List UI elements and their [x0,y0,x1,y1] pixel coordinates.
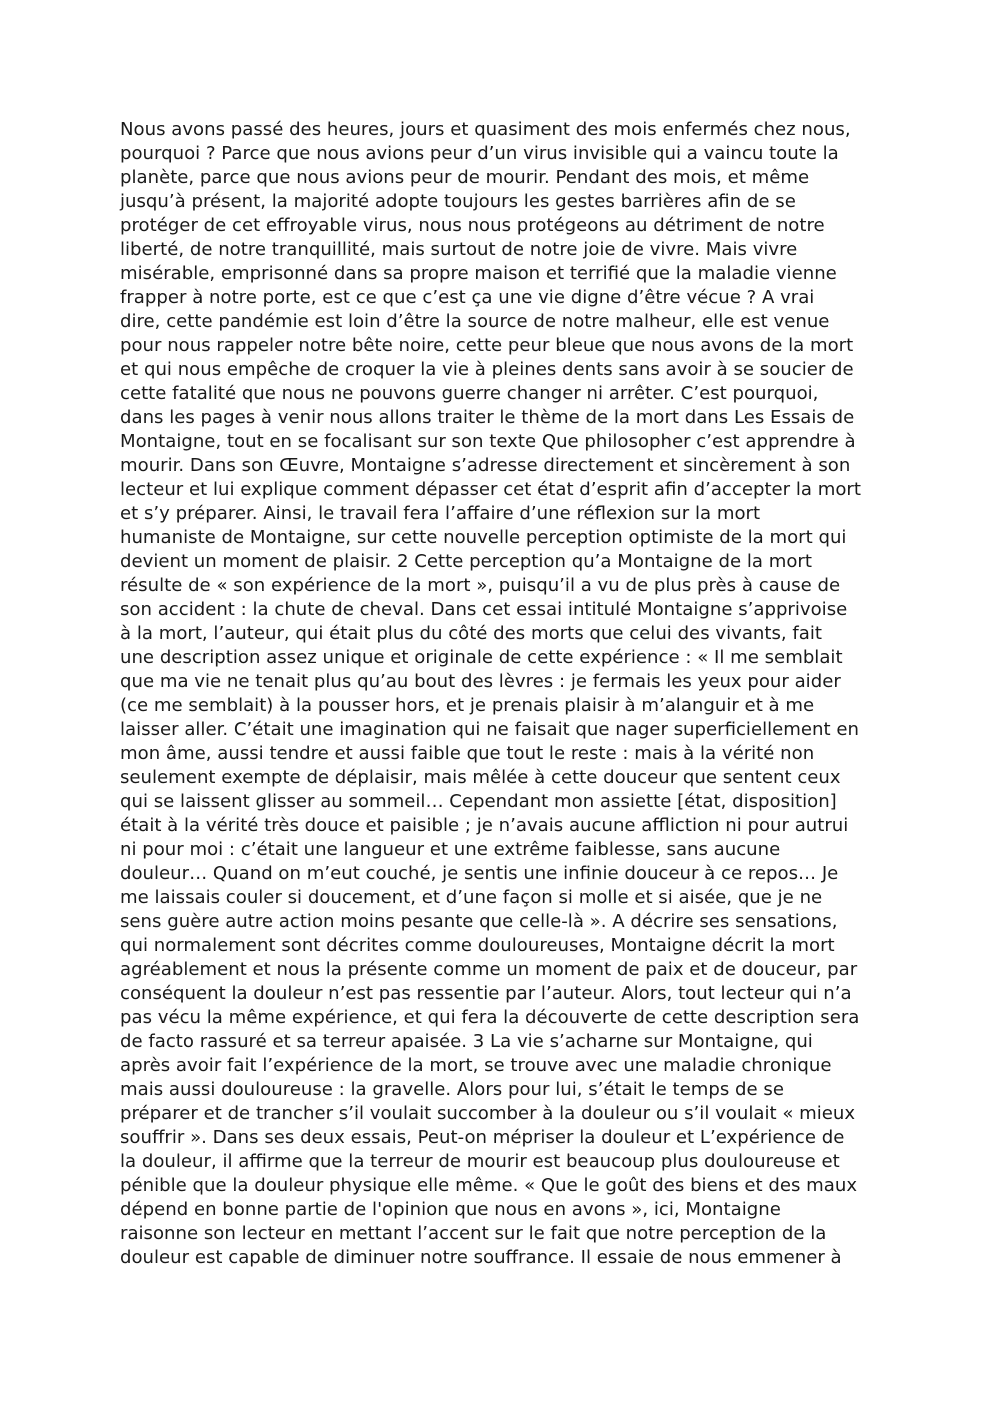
text-line: qui se laissent glisser au sommeil… Cependant mon assiette [état, disposition] [120,791,837,812]
text-line: son accident : la chute de cheval. Dans cet essai intitulé Montaigne s’apprivoise [120,599,848,620]
text-line: Montaigne, tout en se focalisant sur son texte Que philosopher c’est apprendre à [120,431,856,452]
text-line: sens guère autre action moins pesante que celle-là ». A décrire ses sensations, [120,911,838,932]
text-line: après avoir fait l’expérience de la mort, se trouve avec une maladie chronique [120,1055,832,1076]
text-line: douleur… Quand on m’eut couché, je sentis une infinie douceur à ce repos… Je [120,863,839,884]
text-line: résulte de « son expérience de la mort », puisqu’il a vu de plus près à cause de [120,575,841,596]
text-line: protéger de cet effroyable virus, nous nous protégeons au détriment de notre [120,215,825,236]
text-line: laisser aller. C’était une imagination qui ne faisait que nager superficiellement en [120,719,859,740]
text-line: pour nous rappeler notre bête noire, cette peur bleue que nous avons de la mort [120,335,854,356]
text-line: ni pour moi : c’était une langueur et une extrême faiblesse, sans aucune [120,839,781,860]
text-line: douleur est capable de diminuer notre souffrance. Il essaie de nous emmener à [120,1247,842,1268]
text-line: jusqu’à présent, la majorité adopte toujours les gestes barrières afin de se [120,191,796,212]
text-line: Nous avons passé des heures, jours et quasiment des mois enfermés chez nous, [120,119,851,140]
text-line: raisonne son lecteur en mettant l’accent sur le fait que notre perception de la [120,1223,827,1244]
text-line: souffrir ». Dans ses deux essais, Peut-on mépriser la douleur et L’expérience de [120,1127,845,1148]
text-line: pourquoi ? Parce que nous avions peur d’un virus invisible qui a vaincu toute la [120,143,839,164]
text-line: me laissais couler si doucement, et d’une façon si molle et si aisée, que je ne [120,887,823,908]
text-line: cette fatalité que nous ne pouvons guerre changer ni arrêter. C’est pourquoi, [120,383,819,404]
text-line: frapper à notre porte, est ce que c’est ça une vie digne d’être vécue ? A vrai [120,287,815,308]
text-line: que ma vie ne tenait plus qu’au bout des lèvres : je fermais les yeux pour aider [120,671,841,692]
text-line: mourir. Dans son Œuvre, Montaigne s’adresse directement et sincèrement à son [120,455,851,476]
text-line: préparer et de trancher s’il voulait succomber à la douleur ou s’il voulait « mieux [120,1103,856,1124]
text-line: de facto rassuré et sa terreur apaisée. 3 La vie s’acharne sur Montaigne, qui [120,1031,813,1052]
text-line: une description assez unique et originale de cette expérience : « Il me semblait [120,647,843,668]
text-line: et qui nous empêche de croquer la vie à pleines dents sans avoir à se soucier de [120,359,854,380]
text-line: misérable, emprisonné dans sa propre maison et terrifié que la maladie vienne [120,263,837,284]
text-line: et s’y préparer. Ainsi, le travail fera l’affaire d’une réflexion sur la mort [120,503,761,524]
text-line: (ce me semblait) à la pousser hors, et je prenais plaisir à m’alanguir et à me [120,695,815,716]
text-line: dire, cette pandémie est loin d’être la source de notre malheur, elle est venue [120,311,830,332]
text-line: dans les pages à venir nous allons traiter le thème de la mort dans Les Essais de [120,407,855,428]
text-line: la douleur, il affirme que la terreur de mourir est beaucoup plus douloureuse et [120,1151,840,1172]
text-line: dépend en bonne partie de l'opinion que nous en avons », ici, Montaigne [120,1199,781,1220]
text-line: conséquent la douleur n’est pas ressentie par l’auteur. Alors, tout lecteur qui n’a [120,983,852,1004]
text-line: devient un moment de plaisir. 2 Cette perception qu’a Montaigne de la mort [120,551,812,572]
text-line: pas vécu la même expérience, et qui fera la découverte de cette description sera [120,1007,860,1028]
text-line: était à la vérité très douce et paisible ; je n’avais aucune affliction ni pour autrui [120,815,849,836]
text-line: pénible que la douleur physique elle même. « Que le goût des biens et des maux [120,1175,858,1196]
text-line: à la mort, l’auteur, qui était plus du côté des morts que celui des vivants, fait [120,623,822,644]
text-line: lecteur et lui explique comment dépasser cet état d’esprit afin d’accepter la mort [120,479,861,500]
text-line: humaniste de Montaigne, sur cette nouvelle perception optimiste de la mort qui [120,527,847,548]
text-line: mon âme, aussi tendre et aussi faible que tout le reste : mais à la vérité non [120,743,815,764]
text-line: planète, parce que nous avions peur de mourir. Pendant des mois, et même [120,167,810,188]
text-line: qui normalement sont décrites comme douloureuses, Montaigne décrit la mort [120,935,835,956]
text-line: liberté, de notre tranquillité, mais surtout de notre joie de vivre. Mais vivre [120,239,798,260]
text-line: seulement exempte de déplaisir, mais mêlée à cette douceur que sentent ceux [120,767,841,788]
text-line: mais aussi douloureuse : la gravelle. Alors pour lui, s’était le temps de se [120,1079,784,1100]
text-line: agréablement et nous la présente comme un moment de paix et de douceur, par [120,959,858,980]
body-text [120,118,880,1270]
